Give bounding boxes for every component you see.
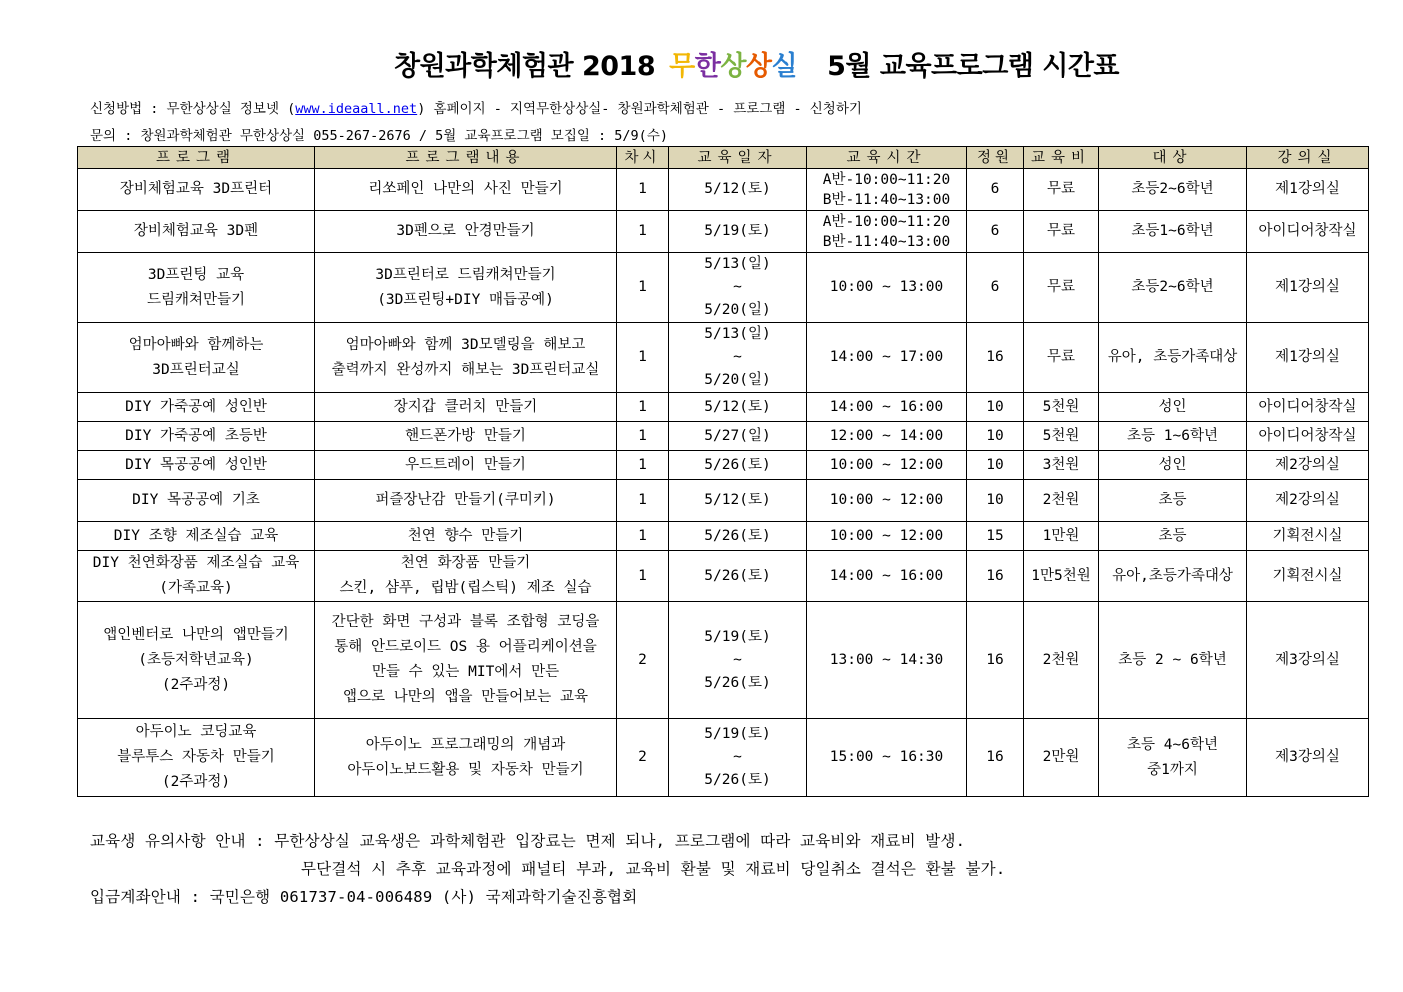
fee-cell: 무료 (1024, 169, 1099, 211)
date-cell (669, 393, 807, 422)
room-cell: 기획전시실 (1247, 522, 1369, 551)
fee-cell: 1만원 (1024, 522, 1099, 551)
content-cell-line: 출력까지 완성까지 해보는 3D프린터교실 (331, 361, 600, 378)
program-cell-line: DIY 목공공예 성인반 (125, 456, 267, 473)
content-cell (315, 551, 617, 602)
session-cell: 1 (617, 253, 669, 323)
date-cell (669, 522, 807, 551)
content-cell-line: 만들 수 있는 MIT에서 만든 (371, 664, 560, 680)
target-cell (1099, 211, 1247, 253)
table-row (78, 393, 1369, 422)
target-cell-line: 초등 4~6학년 (1127, 736, 1218, 753)
content-cell (315, 719, 617, 797)
target-cell-line: 초등2~6학년 (1131, 181, 1214, 197)
date-cell-line: 5/26(토) (704, 772, 771, 788)
program-cell-line: (초등저학년교육) (138, 651, 254, 668)
capacity-cell: 16 (967, 551, 1024, 602)
content-cell-line: 스킨, 샴푸, 립밤(립스틱) 제조 실습 (339, 580, 592, 596)
program-cell (78, 719, 315, 797)
table-row (78, 323, 1369, 393)
table-row (78, 422, 1369, 451)
content-cell-line: 아두이노보드활용 및 자동차 만들기 (347, 761, 584, 778)
room-cell: 아이디어창작실 (1247, 422, 1369, 451)
target-cell-line: 초등 1~6학년 (1127, 427, 1218, 444)
notice-line-2: 무단결석 시 추후 교육과정에 패널티 부과, 교육비 환불 및 재료비 당일취소 결석은 환불 불가. (301, 860, 1006, 878)
program-cell-line: DIY 목공공예 기초 (132, 492, 260, 508)
room-cell: 제1강의실 (1247, 169, 1369, 211)
content-cell (315, 211, 617, 253)
header-target: 대상 (1099, 147, 1247, 169)
program-cell-line: DIY 천연화장품 제조실습 교육 (92, 555, 300, 571)
title-suffix: 5월 교육프로그램 시간표 (827, 51, 1119, 82)
program-cell-line: 장비체험교육 3D펜 (133, 223, 259, 239)
table-row (78, 253, 1369, 323)
table-row (78, 480, 1369, 522)
target-cell (1099, 169, 1247, 211)
capacity-cell: 16 (967, 719, 1024, 797)
date-cell-line: 5/19(토) (704, 628, 771, 645)
bank-account-info: 입금계좌안내 : 국민은행 061737-04-006489 (사) 국제과학기술진흥협회 (90, 888, 638, 906)
program-cell (78, 253, 315, 323)
program-cell-line: 아두이노 코딩교육 (135, 724, 257, 740)
time-cell (807, 551, 967, 602)
time-cell (807, 480, 967, 522)
content-cell (315, 169, 617, 211)
capacity-cell: 16 (967, 323, 1024, 393)
date-cell-line: 5/27(일) (704, 427, 771, 444)
capacity-cell: 6 (967, 169, 1024, 211)
fee-cell: 1만5천원 (1024, 551, 1099, 602)
content-cell (315, 323, 617, 393)
time-cell (807, 253, 967, 323)
title-colored-char: 실 (771, 51, 798, 82)
target-cell (1099, 323, 1247, 393)
header-time: 교육시간 (807, 147, 967, 169)
program-cell-line: 드림캐쳐만들기 (146, 291, 246, 308)
room-cell: 제1강의실 (1247, 323, 1369, 393)
time-cell-line: 13:00 ~ 14:30 (829, 651, 944, 668)
time-cell-line: 10:00 ~ 13:00 (829, 279, 944, 295)
capacity-cell: 6 (967, 211, 1024, 253)
content-cell-line: 3D프린터로 드림캐쳐만들기 (375, 266, 556, 283)
target-cell-line: 중1까지 (1147, 761, 1198, 778)
content-cell-line: 천연 향수 만들기 (407, 527, 524, 544)
program-cell-line: 앱인벤터로 나만의 앱만들기 (103, 626, 289, 643)
date-cell (669, 602, 807, 719)
time-cell-line: B반-11:40~13:00 (822, 233, 951, 250)
time-cell-line: 10:00 ~ 12:00 (829, 527, 944, 544)
target-cell (1099, 451, 1247, 480)
header-session: 차시 (617, 147, 669, 169)
date-cell-line: 5/19(토) (704, 223, 771, 239)
fee-cell: 2만원 (1024, 719, 1099, 797)
target-cell-line: 성인 (1158, 456, 1187, 473)
program-cell (78, 522, 315, 551)
time-cell (807, 719, 967, 797)
table-header-row (78, 147, 1369, 169)
target-cell-line: 초등1~6학년 (1131, 223, 1214, 239)
fee-cell: 2천원 (1024, 602, 1099, 719)
date-cell-line: ~ (733, 749, 742, 765)
target-cell (1099, 253, 1247, 323)
time-cell (807, 211, 967, 253)
content-cell (315, 522, 617, 551)
target-cell-line: 초등 2 ~ 6학년 (1118, 651, 1227, 668)
table-row (78, 602, 1369, 719)
fee-cell: 3천원 (1024, 451, 1099, 480)
fee-cell: 무료 (1024, 253, 1099, 323)
target-cell (1099, 480, 1247, 522)
fee-cell: 5천원 (1024, 393, 1099, 422)
table-row (78, 169, 1369, 211)
time-cell (807, 169, 967, 211)
date-cell-line: 5/12(토) (704, 181, 771, 197)
capacity-cell: 6 (967, 253, 1024, 323)
room-cell: 제3강의실 (1247, 719, 1369, 797)
application-method (90, 97, 862, 117)
time-cell-line: 10:00 ~ 12:00 (829, 492, 944, 508)
time-cell-line: A반-10:00~11:20 (822, 171, 951, 188)
program-cell-line: 블루투스 자동차 만들기 (117, 749, 275, 765)
session-cell: 1 (617, 211, 669, 253)
date-cell (669, 323, 807, 393)
table-row (78, 719, 1369, 797)
date-cell (669, 451, 807, 480)
date-cell (669, 211, 807, 253)
program-cell-line: 3D프린터교실 (152, 361, 240, 378)
time-cell-line: 14:00 ~ 17:00 (829, 349, 944, 365)
content-cell-line: 3D펜으로 안경만들기 (396, 223, 535, 239)
schedule-table (77, 146, 1369, 797)
content-cell (315, 480, 617, 522)
header-program: 프로그램 (78, 147, 315, 169)
content-cell-line: 통해 안드로이드 OS 용 어플리케이션을 (334, 639, 597, 655)
content-cell (315, 602, 617, 719)
application-method-path: ) 홈페이지 - 지역무한상상실- 창원과학체험관 - 프로그램 - 신청하기 (417, 101, 862, 117)
date-cell-line: ~ (733, 279, 742, 295)
time-cell (807, 422, 967, 451)
session-cell: 1 (617, 480, 669, 522)
session-cell: 1 (617, 422, 669, 451)
time-cell-line: A반-10:00~11:20 (822, 213, 951, 230)
content-cell-line: 앱으로 나만의 앱을 만들어보는 교육 (342, 689, 589, 705)
date-cell-line: 5/19(토) (704, 726, 771, 742)
header-fee: 교육비 (1024, 147, 1099, 169)
content-cell-line: 간단한 화면 구성과 블록 조합형 코딩을 (331, 614, 600, 630)
program-cell-line: 엄마아빠와 함께하는 (128, 336, 264, 353)
target-cell (1099, 719, 1247, 797)
title-colored-char: 한 (694, 51, 721, 82)
capacity-cell: 15 (967, 522, 1024, 551)
date-cell (669, 253, 807, 323)
time-cell (807, 522, 967, 551)
time-cell-line: 14:00 ~ 16:00 (829, 567, 944, 584)
room-cell: 아이디어창작실 (1247, 211, 1369, 253)
content-cell-line: 퍼즐장난감 만들기(쿠미키) (375, 492, 556, 508)
title-colored-char: 무 (669, 51, 695, 82)
room-cell: 제3강의실 (1247, 602, 1369, 719)
title-colored-char: 상 (720, 51, 746, 82)
room-cell: 제1강의실 (1247, 253, 1369, 323)
capacity-cell: 10 (967, 480, 1024, 522)
fee-cell: 5천원 (1024, 422, 1099, 451)
content-cell-line: 핸드폰가방 만들기 (405, 427, 526, 444)
program-cell-line: (가족교육) (159, 580, 233, 596)
application-method-text: 신청방법 : 무한상상실 정보넷 ( (90, 101, 296, 117)
table-row (78, 211, 1369, 253)
program-cell (78, 393, 315, 422)
date-cell (669, 422, 807, 451)
program-cell (78, 602, 315, 719)
program-cell-line: 장비체험교육 3D프린터 (119, 181, 273, 197)
table-row (78, 522, 1369, 551)
page-title (0, 44, 1403, 83)
target-cell-line: 초등 (1158, 492, 1187, 508)
content-cell (315, 451, 617, 480)
date-cell-line: 5/26(토) (704, 567, 771, 584)
program-cell-line: (2주과정) (161, 774, 231, 790)
target-cell (1099, 422, 1247, 451)
program-cell (78, 480, 315, 522)
program-cell-line: DIY 가죽공예 초등반 (125, 427, 267, 444)
time-cell (807, 323, 967, 393)
content-cell-line: 엄마아빠와 함께 3D모델링을 해보고 (345, 336, 586, 353)
header-date: 교육일자 (669, 147, 807, 169)
room-cell: 제2강의실 (1247, 451, 1369, 480)
time-cell (807, 451, 967, 480)
content-cell-line: 우드트레이 만들기 (405, 456, 526, 473)
fee-cell: 무료 (1024, 211, 1099, 253)
date-cell-line: 5/12(토) (704, 398, 771, 415)
header-capacity: 정원 (967, 147, 1024, 169)
target-cell-line: 성인 (1158, 398, 1187, 415)
content-cell-line: 천연 화장품 만들기 (400, 555, 531, 571)
target-cell (1099, 393, 1247, 422)
capacity-cell: 10 (967, 451, 1024, 480)
time-cell-line: 15:00 ~ 16:30 (829, 749, 944, 765)
date-cell-line: 5/26(토) (704, 527, 771, 544)
title-colored-char: 상 (745, 51, 772, 82)
program-cell (78, 422, 315, 451)
time-cell-line: 12:00 ~ 14:00 (829, 427, 944, 444)
table-row (78, 551, 1369, 602)
target-cell-line: 유아, 초등가족대상 (1107, 349, 1238, 365)
program-cell (78, 211, 315, 253)
target-cell-line: 유아,초등가족대상 (1112, 567, 1233, 584)
time-cell (807, 602, 967, 719)
time-cell (807, 393, 967, 422)
session-cell: 2 (617, 719, 669, 797)
session-cell: 1 (617, 551, 669, 602)
program-cell (78, 169, 315, 211)
target-cell (1099, 602, 1247, 719)
program-cell (78, 323, 315, 393)
content-cell-line: (3D프린팅+DIY 매듭공예) (377, 291, 554, 308)
header-room: 강의실 (1247, 147, 1369, 169)
title-prefix: 창원과학체험관 2018 (394, 51, 656, 82)
date-cell (669, 480, 807, 522)
program-cell (78, 451, 315, 480)
time-cell-line: 10:00 ~ 12:00 (829, 456, 944, 473)
content-cell-line: 아두이노 프로그래밍의 개념과 (365, 736, 566, 753)
date-cell (669, 169, 807, 211)
room-cell: 아이디어창작실 (1247, 393, 1369, 422)
time-cell-line: B반-11:40~13:00 (822, 191, 951, 208)
capacity-cell: 16 (967, 602, 1024, 719)
program-cell-line: DIY 조향 제조실습 교육 (113, 527, 279, 544)
website-link[interactable]: www.ideaall.net (295, 101, 418, 117)
content-cell (315, 422, 617, 451)
session-cell: 1 (617, 169, 669, 211)
capacity-cell: 10 (967, 393, 1024, 422)
date-cell-line: ~ (733, 651, 742, 668)
target-cell-line: 초등2~6학년 (1131, 279, 1214, 295)
content-cell (315, 393, 617, 422)
target-cell (1099, 551, 1247, 602)
date-cell-line: 5/12(토) (704, 492, 771, 508)
date-cell (669, 719, 807, 797)
table-row (78, 451, 1369, 480)
date-cell-line: 5/13(일) (704, 256, 771, 272)
contact-info: 문의 : 창원과학체험관 무한상상실 055-267-2676 / 5월 교육프로그램 모집일 : 5/9(수) (90, 128, 668, 144)
room-cell: 제2강의실 (1247, 480, 1369, 522)
session-cell: 1 (617, 451, 669, 480)
content-cell (315, 253, 617, 323)
date-cell-line: 5/13(일) (704, 326, 771, 342)
date-cell-line: 5/20(일) (704, 302, 771, 318)
program-cell-line: DIY 가죽공예 성인반 (125, 398, 267, 415)
room-cell: 기획전시실 (1247, 551, 1369, 602)
fee-cell: 2천원 (1024, 480, 1099, 522)
session-cell: 1 (617, 393, 669, 422)
date-cell-line: 5/26(토) (704, 674, 771, 691)
capacity-cell: 10 (967, 422, 1024, 451)
target-cell-line: 초등 (1158, 527, 1187, 544)
date-cell (669, 551, 807, 602)
date-cell-line: 5/20(일) (704, 372, 771, 388)
target-cell (1099, 522, 1247, 551)
session-cell: 1 (617, 323, 669, 393)
time-cell-line: 14:00 ~ 16:00 (829, 398, 944, 415)
notice-line-1: 교육생 유의사항 안내 : 무한상상실 교육생은 과학체험관 입장료는 면제 되나, 프로그램에 따라 교육비와 재료비 발생. (90, 832, 966, 850)
program-cell-line: (2주과정) (161, 676, 231, 693)
session-cell: 2 (617, 602, 669, 719)
content-cell-line: 리쏘페인 나만의 사진 만들기 (368, 181, 563, 197)
fee-cell: 무료 (1024, 323, 1099, 393)
program-cell (78, 551, 315, 602)
program-cell-line: 3D프린팅 교육 (147, 266, 245, 283)
date-cell-line: 5/26(토) (704, 456, 771, 473)
session-cell: 1 (617, 522, 669, 551)
date-cell-line: ~ (733, 349, 742, 365)
content-cell-line: 장지갑 클러치 만들기 (393, 398, 538, 415)
header-content: 프로그램내용 (315, 147, 617, 169)
